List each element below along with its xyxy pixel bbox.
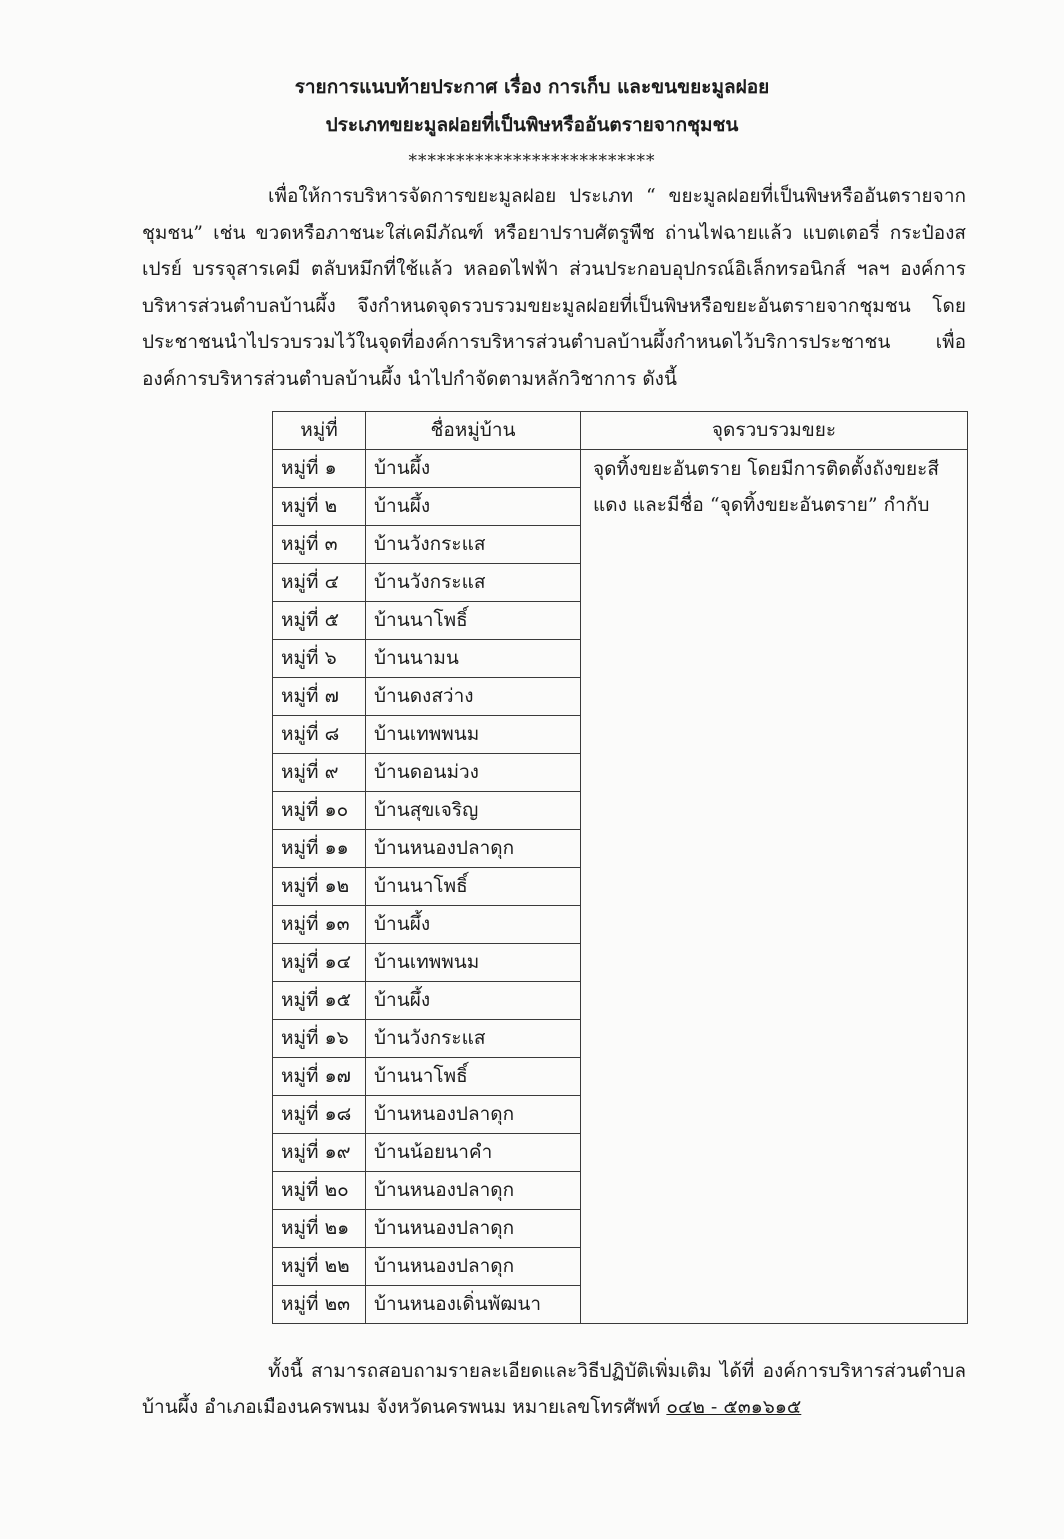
cell-moo: หมู่ที่ ๑๒ [273,868,366,906]
cell-moo: หมู่ที่ ๗ [273,678,366,716]
cell-village-name: บ้านเทพพนม [366,944,581,982]
cell-moo: หมู่ที่ ๖ [273,640,366,678]
cell-village-name: บ้านหนองปลาดุก [366,1096,581,1134]
table-header-row [273,412,968,450]
cell-village-name: บ้านหนองเดิ่นพัฒนา [366,1286,581,1324]
cell-village-name: บ้านผึ้ง [366,488,581,526]
cell-moo: หมู่ที่ ๑๗ [273,1058,366,1096]
header-village-name: ชื่อหมู่บ้าน [366,412,581,450]
cell-moo: หมู่ที่ ๙ [273,754,366,792]
cell-village-name: บ้านดงสว่าง [366,678,581,716]
footer-text: ทั้งนี้ สามารถสอบถามรายละเอียดและวิธีปฏิบัติเพิ่มเติม ได้ที่ องค์การบริหารส่วนตำบลบ้านผึ้ง อำเภอเมืองนครพนม จังหวัดนครพนม หมายเลขโทรศัพท์ [142,1360,966,1418]
header-moo: หมู่ที่ [273,412,366,450]
cell-moo: หมู่ที่ ๑๘ [273,1096,366,1134]
document-title-line1: รายการแนบท้ายประกาศ เรื่อง การเก็บ และขนขยะมูลฝอย [294,76,770,98]
cell-moo: หมู่ที่ ๕ [273,602,366,640]
header-collection-point: จุดรวบรวมขยะ [581,412,968,450]
cell-moo: หมู่ที่ ๑๓ [273,906,366,944]
phone-number: ๐๔๒ - ๕๓๑๖๑๕ [666,1396,802,1418]
cell-village-name: บ้านวังกระแส [366,526,581,564]
cell-village-name: บ้านนาโพธิ์ [366,602,581,640]
cell-collection-point: จุดทิ้งขยะอันตราย โดยมีการติดตั้งถังขยะสีแดง และมีชื่อ “จุดทิ้งขยะอันตราย” กำกับ [581,450,968,1324]
cell-moo: หมู่ที่ ๑ [273,450,366,488]
cell-village-name: บ้านผึ้ง [366,982,581,1020]
cell-village-name: บ้านผึ้ง [366,450,581,488]
cell-moo: หมู่ที่ ๑๕ [273,982,366,1020]
cell-moo: หมู่ที่ ๑๑ [273,830,366,868]
cell-moo: หมู่ที่ ๑๖ [273,1020,366,1058]
intro-paragraph: เพื่อให้การบริหารจัดการขยะมูลฝอย ประเภท “ ขยะมูลฝอยที่เป็นพิษหรืออันตรายจากชุมชน” เช่น ขวดหรือภาชนะใส่เคมีภัณฑ์ หรือยาปราบศัตรูพืช ถ่านไฟฉายแล้ว แบตเตอรี่ กระป๋องสเปรย์ บรรจุสารเคมี ตลับหมึกที่ใช้แล้ว หลอดไฟฟ้า ส่วนประกอบอุปกรณ์อิเล็กทรอนิกส์ ฯลฯ องค์การบริหารส่วนตำบลบ้านผึ้ง จึงกำหนดจุดรวบรวมขยะมูลฝอยที่เป็นพิษหรือขยะอันตรายจากชุมชน โดยประชาชนนำไปรวบรวมไว้ในจุดที่องค์การบริหารส่วนตำบลบ้านผึ้งกำหนดไว้บริการประชาชน เพื่อองค์การบริหารส่วนตำบลบ้านผึ้ง นำไปกำจัดตามหลักวิชาการ ดังนี้ [142,185,966,390]
document-title-line2: ประเภทขยะมูลฝอยที่เป็นพิษหรืออันตรายจากชุมชน [325,114,739,136]
cell-village-name: บ้านนาโพธิ์ [366,1058,581,1096]
cell-moo: หมู่ที่ ๔ [273,564,366,602]
cell-village-name: บ้านน้อยนาคำ [366,1134,581,1172]
cell-village-name: บ้านหนองปลาดุก [366,1172,581,1210]
cell-village-name: บ้านหนองปลาดุก [366,1210,581,1248]
cell-moo: หมู่ที่ ๒๒ [273,1248,366,1286]
cell-moo: หมู่ที่ ๒๑ [273,1210,366,1248]
cell-village-name: บ้านวังกระแส [366,564,581,602]
cell-moo: หมู่ที่ ๘ [273,716,366,754]
footer-paragraph [142,1353,966,1425]
cell-village-name: บ้านนามน [366,640,581,678]
cell-moo: หมู่ที่ ๓ [273,526,366,564]
cell-village-name: บ้านหนองปลาดุก [366,830,581,868]
cell-village-name: บ้านดอนม่วง [366,754,581,792]
cell-village-name: บ้านวังกระแส [366,1020,581,1058]
cell-moo: หมู่ที่ ๑๙ [273,1134,366,1172]
cell-village-name: บ้านเทพพนม [366,716,581,754]
table-row [273,450,968,488]
cell-moo: หมู่ที่ ๑๐ [273,792,366,830]
cell-moo: หมู่ที่ ๑๔ [273,944,366,982]
table-body [273,450,968,1324]
cell-village-name: บ้านสุขเจริญ [366,792,581,830]
title-separator: ************************** [408,151,656,171]
cell-village-name: บ้านหนองปลาดุก [366,1248,581,1286]
collection-points-table [272,411,968,1324]
cell-moo: หมู่ที่ ๒ [273,488,366,526]
cell-village-name: บ้านผึ้ง [366,906,581,944]
cell-moo: หมู่ที่ ๒๓ [273,1286,366,1324]
cell-moo: หมู่ที่ ๒๐ [273,1172,366,1210]
cell-village-name: บ้านนาโพธิ์ [366,868,581,906]
